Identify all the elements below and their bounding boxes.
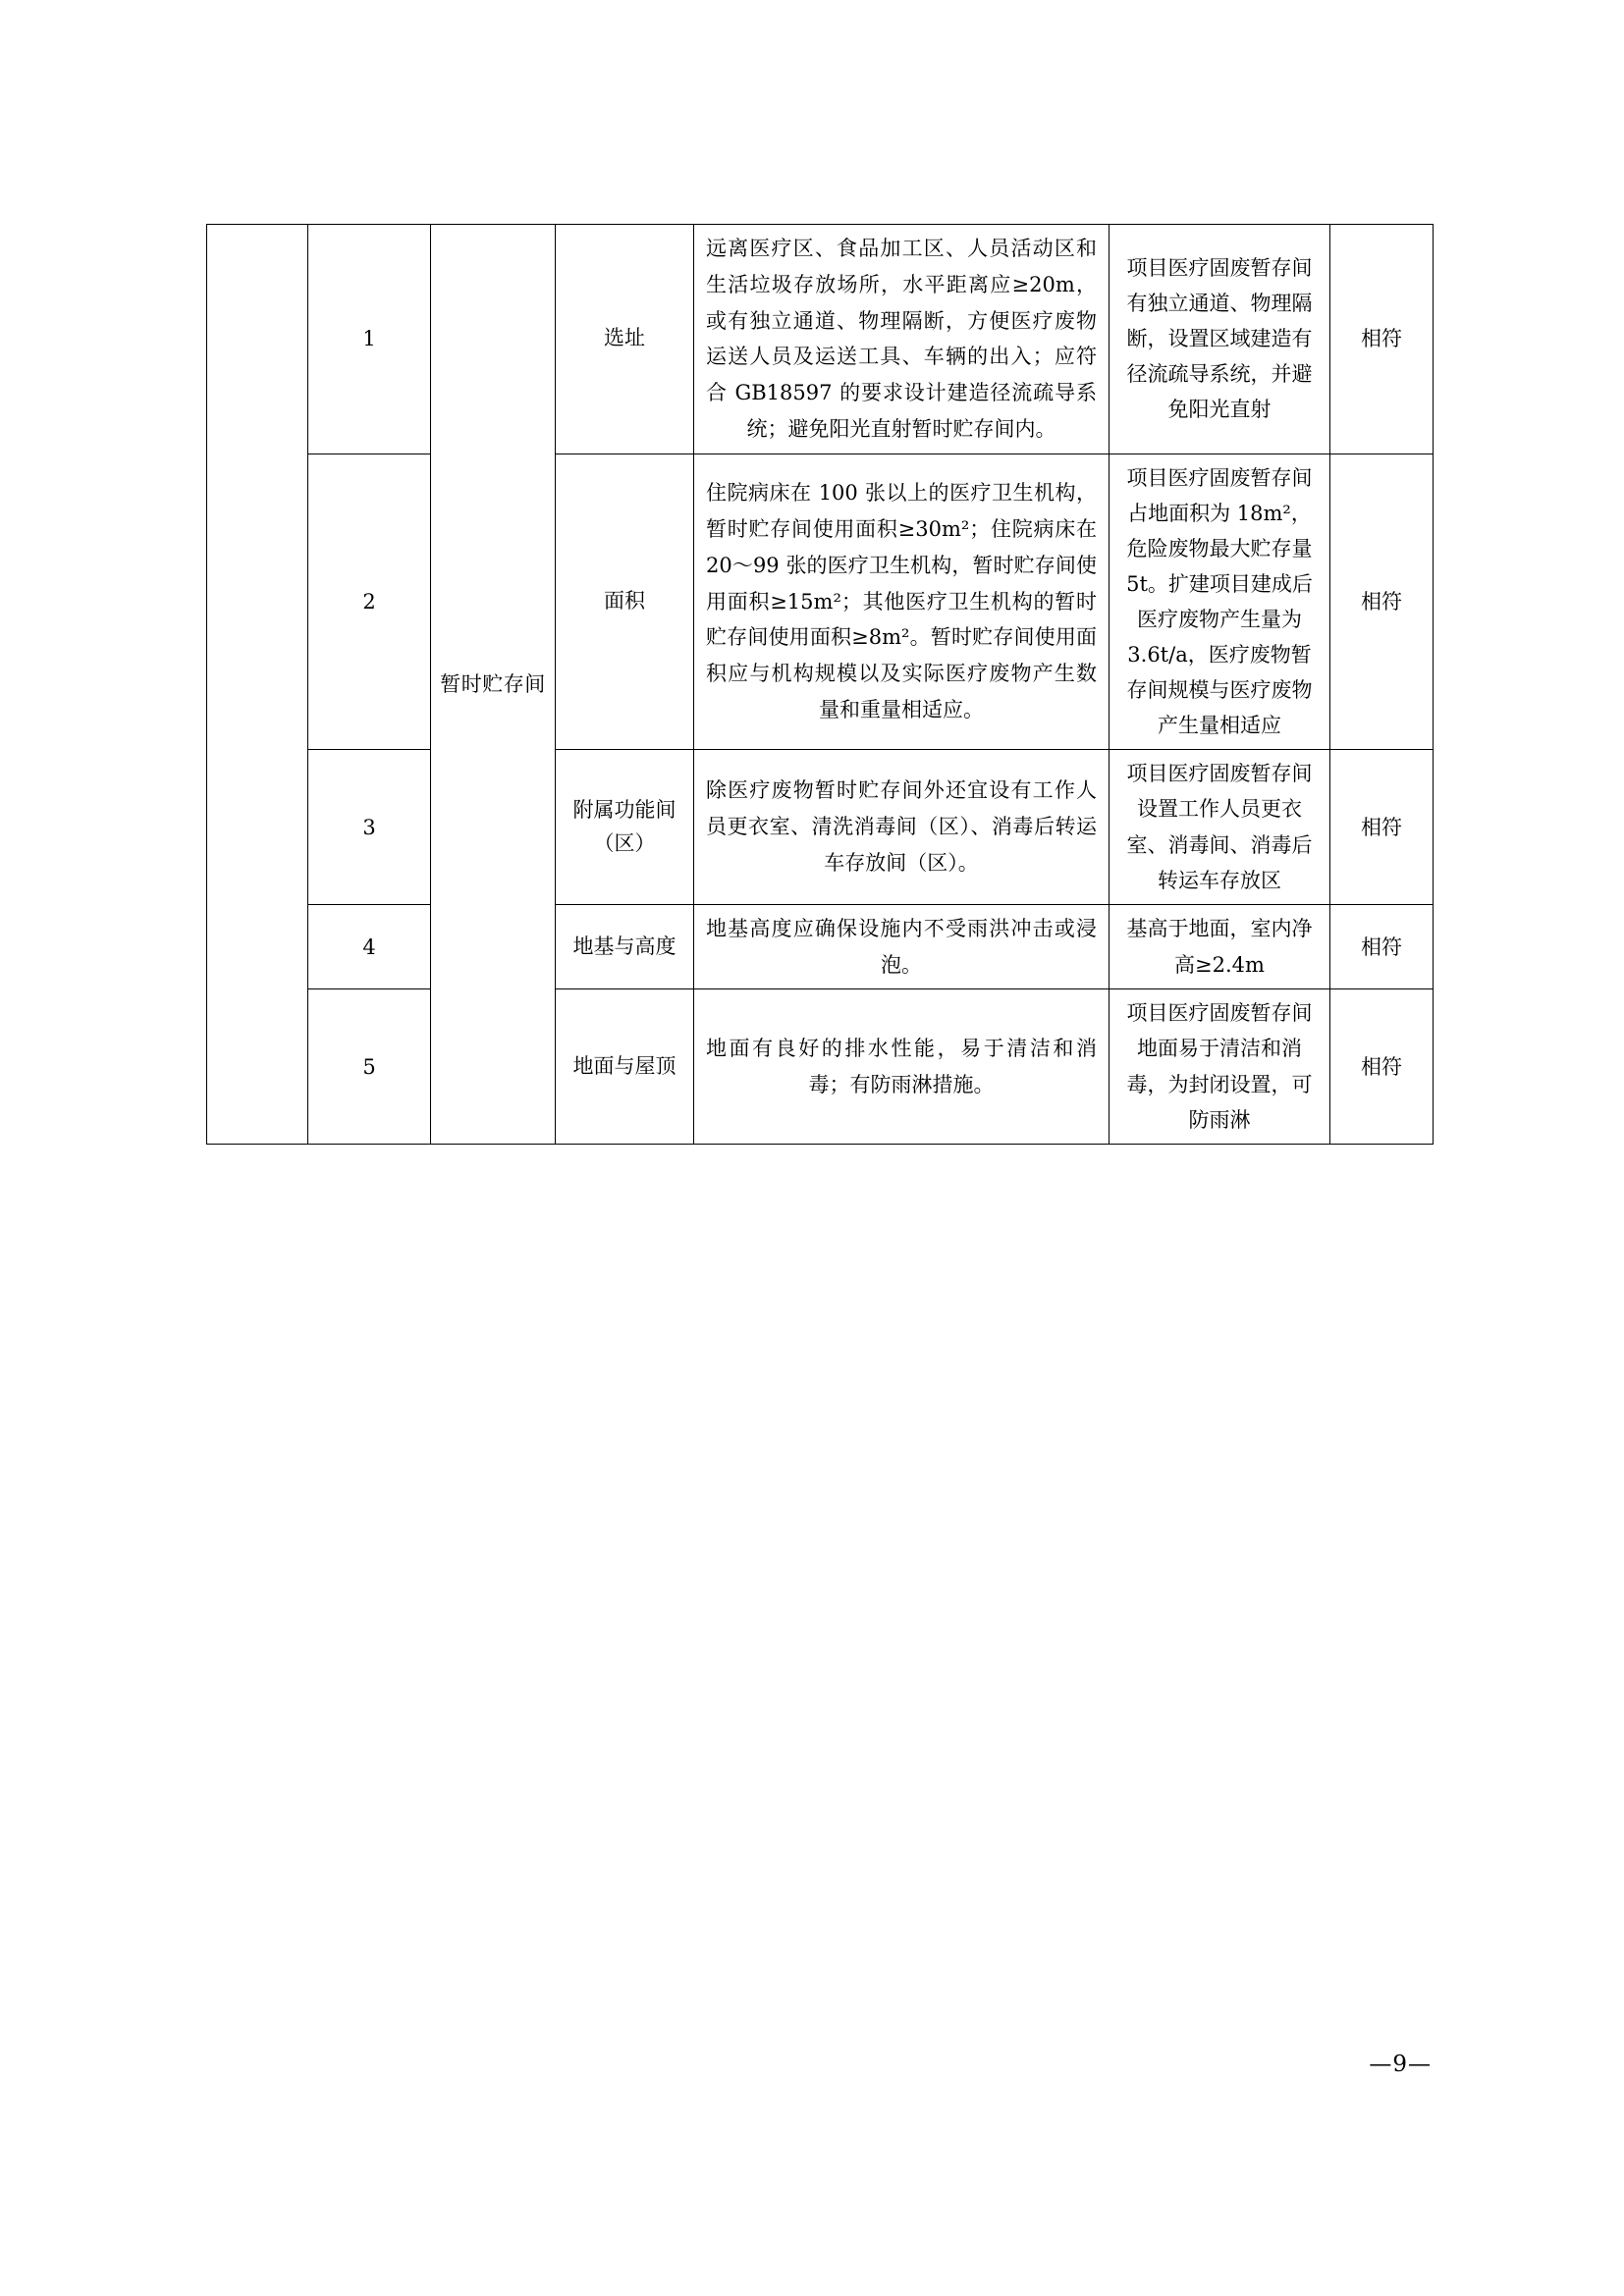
table-row — [207, 225, 1434, 454]
item-name: 地面与屋顶 — [572, 1053, 677, 1078]
actual-cell — [1110, 225, 1330, 454]
row-index-cell — [308, 750, 431, 904]
table-row — [207, 904, 1434, 989]
requirement-cell — [694, 904, 1110, 989]
row-index-cell — [308, 989, 431, 1144]
row-index-cell — [308, 454, 431, 750]
item-name-cell — [556, 904, 694, 989]
requirement-cell — [694, 989, 1110, 1144]
requirement-cell — [694, 454, 1110, 750]
requirement-text: 地基高度应确保设施内不受雨洪冲击或浸泡。 — [706, 916, 1097, 977]
actual-text: 项目医疗固废暂存间有独立通道、物理隔断，设置区域建造有径流疏导系统，并避免阳光直射 — [1126, 255, 1313, 422]
table-row — [207, 989, 1434, 1144]
table-row — [207, 750, 1434, 904]
page-number: —9— — [1369, 2052, 1432, 2077]
actual-text: 基高于地面，室内净高≥2.4m — [1126, 917, 1313, 977]
item-name: 选址 — [604, 326, 645, 350]
item-name: 附属功能间（区） — [572, 798, 677, 855]
actual-cell — [1110, 750, 1330, 904]
result-cell — [1330, 904, 1434, 989]
result-text: 相符 — [1361, 589, 1402, 614]
row-label-blank-cell — [207, 225, 308, 1145]
item-name-cell — [556, 454, 694, 750]
result-text: 相符 — [1361, 1054, 1402, 1079]
actual-text: 项目医疗固废暂存间设置工作人员更衣室、消毒间、消毒后转运车存放区 — [1126, 762, 1313, 892]
row-index: 5 — [362, 1054, 376, 1079]
result-text: 相符 — [1361, 815, 1402, 839]
actual-cell — [1110, 454, 1330, 750]
actual-text: 项目医疗固废暂存间占地面积为 18m²，危险废物最大贮存量 5t。扩建项目建成后医疗废物产生量为 3.6t/a，医疗废物暂存间规模与医疗废物产生量相适应 — [1126, 465, 1313, 738]
row-index: 4 — [362, 934, 376, 959]
group-name-cell — [431, 225, 556, 1145]
requirement-cell — [694, 225, 1110, 454]
row-index: 1 — [362, 327, 376, 351]
row-index: 3 — [362, 815, 376, 839]
result-cell — [1330, 454, 1434, 750]
row-index-cell — [308, 225, 431, 454]
requirement-cell — [694, 750, 1110, 904]
actual-cell — [1110, 989, 1330, 1144]
group-name: 暂时贮存间 — [440, 671, 546, 696]
item-name: 面积 — [604, 589, 645, 614]
compliance-table-wrapper — [206, 224, 1424, 1145]
actual-cell — [1110, 904, 1330, 989]
item-name-cell — [556, 989, 694, 1144]
item-name-cell — [556, 225, 694, 454]
result-cell — [1330, 750, 1434, 904]
requirement-text: 除医疗废物暂时贮存间外还宜设有工作人员更衣室、清洗消毒间（区）、消毒后转运车存放间（区）。 — [706, 778, 1097, 875]
compliance-table — [206, 224, 1434, 1145]
result-text: 相符 — [1361, 327, 1402, 351]
item-name-cell — [556, 750, 694, 904]
result-cell — [1330, 989, 1434, 1144]
row-index: 2 — [362, 589, 376, 614]
table-row — [207, 454, 1434, 750]
requirement-text: 远离医疗区、食品加工区、人员活动区和生活垃圾存放场所，水平距离应≥20m，或有独立通道、物理隔断，方便医疗废物运送人员及运送工具、车辆的出入；应符合 GB18597 的要求设计建造径流疏导系统；避免阳光直射暂时贮存间内。 — [706, 237, 1097, 441]
row-index-cell — [308, 904, 431, 989]
requirement-text: 住院病床在 100 张以上的医疗卫生机构，暂时贮存间使用面积≥30m²；住院病床在 20～99 张的医疗卫生机构，暂时贮存间使用面积≥15m²；其他医疗卫生机构的暂时贮存间使用面积≥8m²。暂时贮存间使用面积应与机构规模以及实际医疗废物产生数量和重量相适应。 — [706, 481, 1097, 721]
item-name: 地基与高度 — [572, 934, 677, 958]
actual-text: 项目医疗固废暂存间地面易于清洁和消毒，为封闭设置，可防雨淋 — [1126, 1001, 1313, 1132]
result-cell — [1330, 225, 1434, 454]
requirement-text: 地面有良好的排水性能，易于清洁和消毒；有防雨淋措施。 — [706, 1036, 1097, 1096]
result-text: 相符 — [1361, 934, 1402, 959]
